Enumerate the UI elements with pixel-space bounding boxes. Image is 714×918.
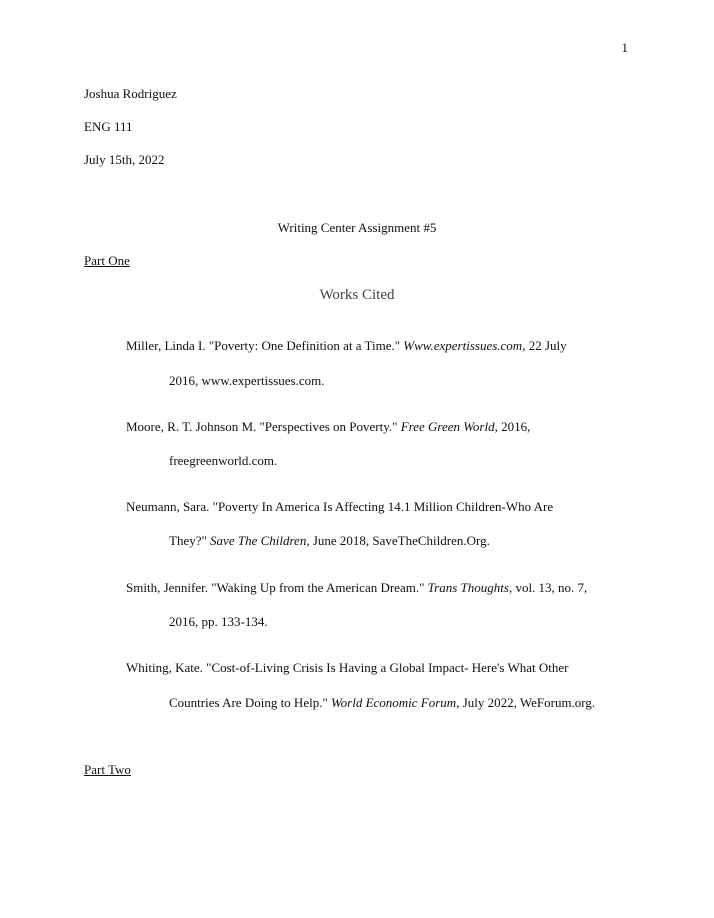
part-one-heading: Part One <box>84 253 130 268</box>
author-name: Joshua Rodriguez <box>84 86 177 101</box>
citation-line-2: freegreenworld.com. <box>169 453 278 468</box>
works-cited-heading: Works Cited <box>319 287 395 303</box>
citation-line-2: They?" Save The Children, June 2018, SaveTheChildren.Org. <box>169 533 490 548</box>
citation-line-1: Neumann, Sara. "Poverty In America Is Affecting 14.1 Million Children-Who Are <box>126 499 554 514</box>
citation-line-2: Countries Are Doing to Help." World Economic Forum, July 2022, WeForum.org. <box>169 695 596 710</box>
part-two-heading: Part Two <box>84 762 131 777</box>
document-date: July 15th, 2022 <box>84 152 165 167</box>
course-name: ENG 111 <box>84 119 133 134</box>
citation-line-2: 2016, pp. 133-134. <box>169 614 268 629</box>
assignment-title: Writing Center Assignment #5 <box>277 220 437 235</box>
citation-line-2: 2016, www.expertissues.com. <box>169 373 325 388</box>
page-number: 1 <box>621 40 628 55</box>
citation-line-1: Whiting, Kate. "Cost-of-Living Crisis Is Having a Global Impact- Here's What Other <box>126 660 569 675</box>
citation-line-1: Miller, Linda I. "Poverty: One Definition at a Time." Www.expertissues.com, 22 July <box>126 338 567 353</box>
citation-line-1: Moore, R. T. Johnson M. "Perspectives on Poverty." Free Green World, 2016, <box>126 419 531 434</box>
citation-line-1: Smith, Jennifer. "Waking Up from the American Dream." Trans Thoughts, vol. 13, no. 7, <box>126 580 588 595</box>
